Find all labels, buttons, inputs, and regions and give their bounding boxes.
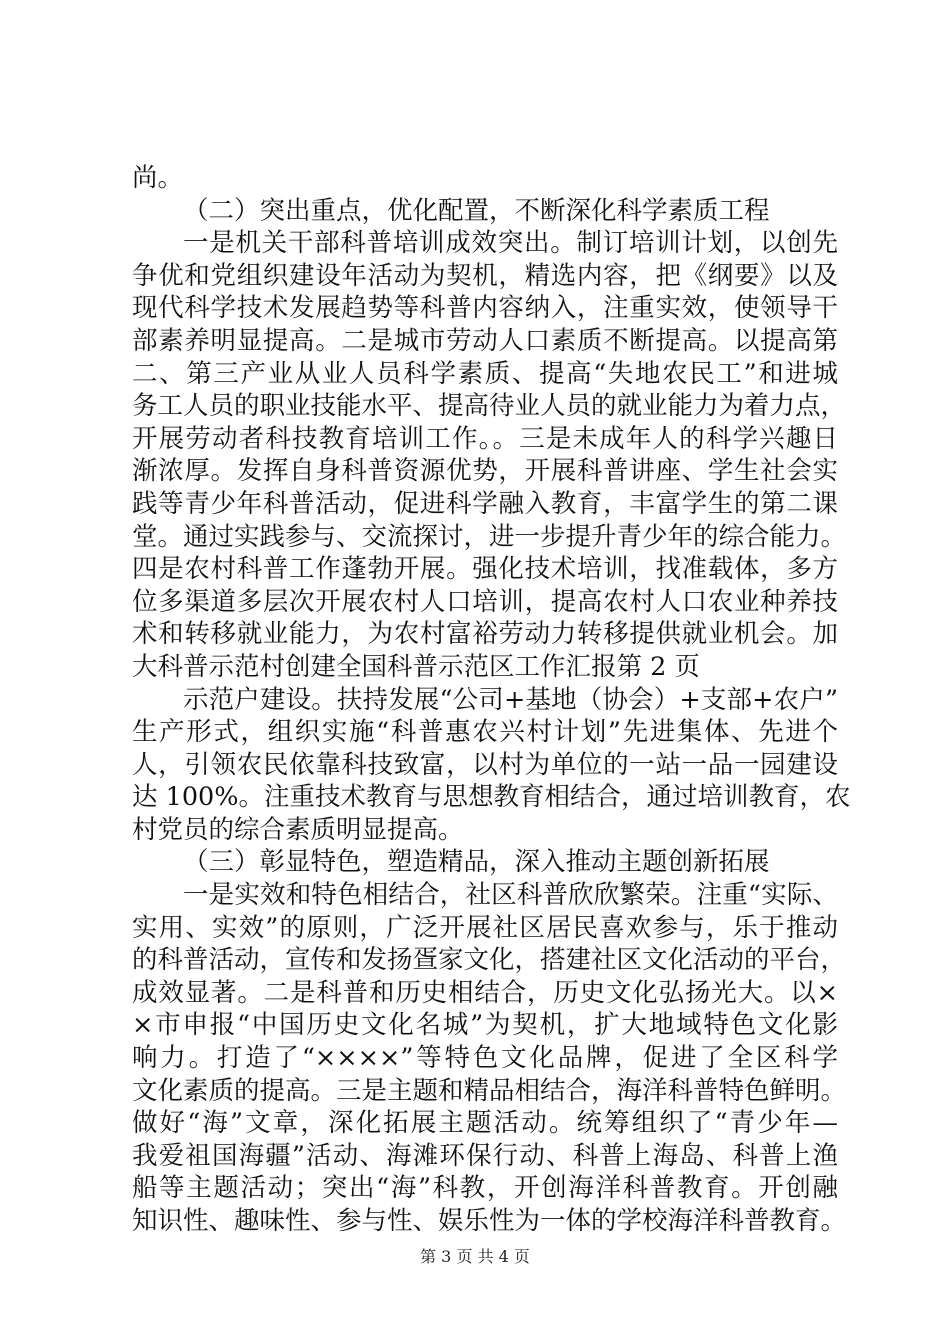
text-line: 堂。通过实践参与、交流探讨，进一步提升青少年的综合能力。 (132, 521, 847, 552)
text-line: 文化素质的提高。三是主题和精品相结合，海洋科普特色鲜明。 (132, 1075, 847, 1106)
text-line: 位多渠道多层次开展农村人口培训，提高农村人口农业种养技 (132, 586, 838, 617)
text-line: 村党员的综合素质明显提高。 (132, 814, 464, 845)
text-line: （三）彰显特色，塑造精品，深入推动主题创新拓展 (183, 847, 770, 878)
text-line: 四是农村科普工作蓬勃开展。强化技术培训，找准载体，多方 (132, 554, 838, 585)
text-line: 务工人员的职业技能水平、提高待业人员的就业能力为着力点， (132, 391, 847, 422)
text-line: （二）突出重点，优化配置，不断深化科学素质工程 (183, 195, 770, 226)
text-line: 开展劳动者科技教育培训工作。。三是未成年人的科学兴趣日 (132, 423, 838, 454)
text-line: 做好“海”文章，深化拓展主题活动。统筹组织了“青少年— (132, 1108, 838, 1139)
text-line: 响力。打造了“××××”等特色文化品牌，促进了全区科学 (132, 1043, 838, 1074)
text-line: 术和转移就业能力，为农村富裕劳动力转移提供就业机会。加 (132, 619, 838, 650)
text-line: 生产形式，组织实施“科普惠农兴村计划”先进集体、先进个 (132, 717, 838, 748)
text-line: 船等主题活动；突出“海”科教，开创海洋科普教育。开创融 (132, 1173, 838, 1204)
text-line: 实用、实效”的原则，广泛开展社区居民喜欢参与，乐于推动 (132, 912, 838, 943)
text-line: 我爱祖国海疆”活动、海滩环保行动、科普上海岛、科普上渔 (132, 1140, 838, 1171)
text-line: 成效显著。二是科普和历史相结合，历史文化弘扬光大。以× (132, 977, 838, 1008)
text-line: 示范户建设。扶持发展“公司+基地（协会）+支部+农户” (183, 684, 838, 715)
text-line: 践等青少年科普活动，促进科学融入教育，丰富学生的第二课 (132, 488, 838, 519)
page-footer (0, 1246, 950, 1268)
text-line: 一是机关干部科普培训成效突出。制订培训计划，以创先 (183, 228, 838, 259)
text-line: 渐浓厚。发挥自身科普资源优势，开展科普讲座、学生社会实 (132, 456, 838, 487)
text-line: 知识性、趣味性、参与性、娱乐性为一体的学校海洋科普教育。 (132, 1206, 847, 1236)
text-line: 达 100%。注重技术教育与思想教育相结合，通过培训教育，农 (132, 782, 851, 813)
page-number: 第 3 页 共 4 页 (420, 1247, 530, 1266)
text-line: 尚。 (132, 163, 184, 193)
document-body (132, 162, 851, 1238)
text-line: ×市申报“中国历史文化名城”为契机，扩大地域特色文化影 (132, 1010, 838, 1041)
text-line: 现代科学技术发展趋势等科普内容纳入，注重实效，使领导干 (132, 293, 838, 324)
text-line: 一是实效和特色相结合，社区科普欣欣繁荣。注重“实际、 (183, 880, 838, 911)
text-line: 争优和党组织建设年活动为契机，精选内容，把《纲要》以及 (132, 260, 838, 291)
text-line: 大科普示范村创建全国科普示范区工作汇报第 2 页 (132, 651, 700, 682)
text-line: 部素养明显提高。二是城市劳动人口素质不断提高。以提高第 (132, 325, 838, 356)
text-line: 的科普活动，宣传和发扬疍家文化，搭建社区文化活动的平台， (132, 945, 847, 976)
text-line: 二、第三产业从业人员科学素质、提高“失地农民工”和进城 (132, 358, 838, 389)
text-line: 人，引领农民依靠科技致富，以村为单位的一站一品一园建设 (132, 749, 838, 780)
